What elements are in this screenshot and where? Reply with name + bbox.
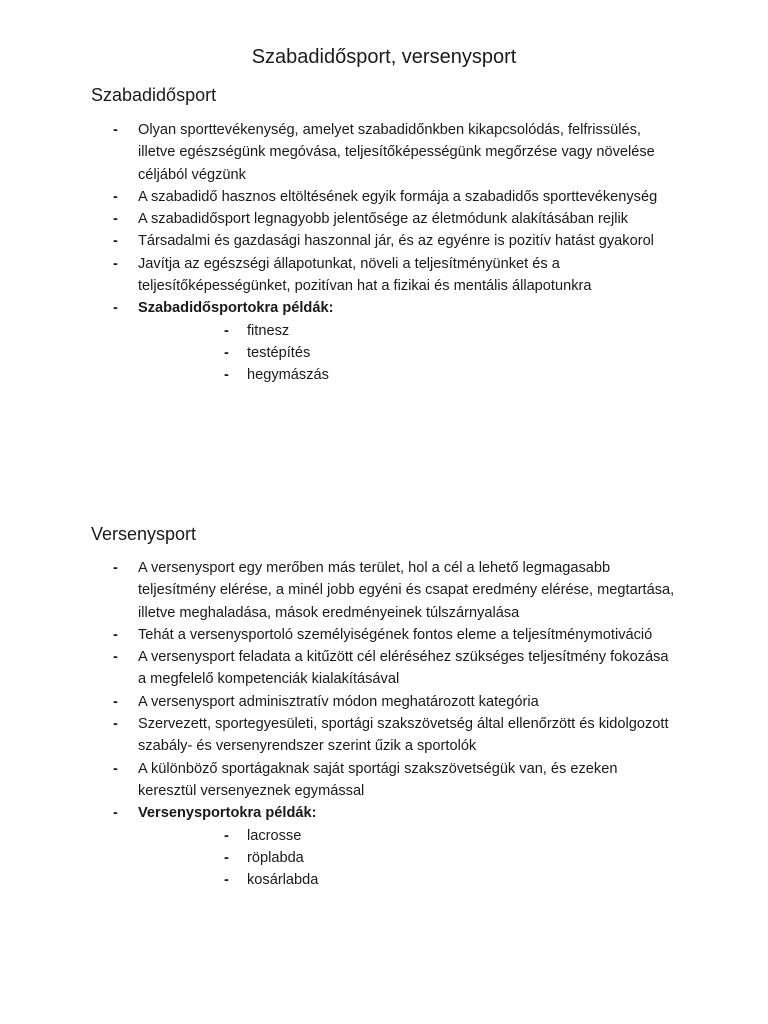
examples-label-item — [0, 802, 768, 824]
bullet-dash: - — [224, 827, 229, 844]
list-item — [0, 119, 768, 186]
list-item-text: A szabadidősport legnagyobb jelentősége az életmódunk alakításában rejlik — [138, 211, 629, 228]
example-item — [0, 847, 768, 869]
bullet-dash: - — [113, 300, 118, 317]
section-heading-competitive: Versenysport — [91, 524, 197, 544]
list-item — [0, 713, 768, 758]
bullet-dash: - — [224, 367, 229, 384]
example-item — [0, 869, 768, 891]
list-item — [0, 691, 768, 713]
bullet-dash: - — [113, 255, 118, 272]
bullet-dash: - — [113, 693, 118, 710]
bullet-dash: - — [113, 626, 118, 643]
bullet-dash: - — [113, 760, 118, 777]
example-item — [0, 342, 768, 364]
list-item-text: A különböző sportágaknak saját sportági szakszövetségük van, és ezeken keresztül versenyeznek egymással — [138, 760, 618, 799]
list-item-text: Szervezett, sportegyesületi, sportági szakszövetség által ellenőrzött és kidolgozott szabály- és versenyrendszer szerint űzik a sportolók — [138, 716, 669, 755]
list-item — [0, 186, 768, 208]
list-item — [0, 758, 768, 803]
bullet-dash: - — [113, 122, 118, 138]
example-item — [0, 364, 768, 386]
bullet-dash: - — [113, 188, 118, 205]
bullet-dash: - — [113, 560, 118, 576]
example-text: testépítés — [247, 344, 311, 361]
list-item-text: A versenysport egy merőben más terület, hol a cél a lehető legmagasabb teljesítmény elérése, a minél jobb egyéni és csapat eredmény elérése, megtartása, illetve meghaladása, mások eredményeinek túlszárnyalása — [138, 560, 675, 621]
list-item — [0, 253, 768, 298]
example-text: röplabda — [247, 849, 304, 866]
bullet-dash: - — [113, 233, 118, 250]
list-item — [0, 208, 768, 230]
competitive-bullet-list — [0, 557, 768, 891]
examples-label: Versenysportokra példák: — [138, 805, 317, 822]
list-item — [0, 230, 768, 252]
list-item — [0, 557, 768, 624]
list-item-text: Társadalmi és gazdasági haszonnal jár, és az egyénre is pozitív hatást gyakorol — [138, 233, 654, 250]
list-item-text: A versenysport feladata a kitűzött cél eléréséhez szükséges teljesítmény fokozása a megfelelő kompetenciák kialakításával — [138, 649, 669, 688]
list-item-text: A szabadidő hasznos eltöltésének egyik formája a szabadidős sporttevékenység — [138, 188, 658, 205]
example-text: lacrosse — [247, 827, 302, 844]
list-item-text: Tehát a versenysportoló személyiségének fontos eleme a teljesítménymotiváció — [138, 626, 653, 643]
bullet-dash: - — [224, 872, 229, 889]
section-heading-leisure: Szabadidősport — [91, 85, 217, 105]
bullet-dash: - — [224, 344, 229, 361]
document-title: Szabadidősport, versenysport — [251, 46, 517, 68]
list-item — [0, 646, 768, 691]
bullet-dash: - — [113, 805, 118, 822]
examples-label: Szabadidősportokra példák: — [138, 300, 334, 317]
bullet-dash: - — [224, 849, 229, 866]
example-text: hegymászás — [247, 367, 329, 384]
list-item-text: Javítja az egészségi állapotunkat, növeli a teljesítményünket és a teljesítőképességünket, pozitívan hat a fizikai és mentális állapotunkra — [138, 255, 592, 295]
example-item — [0, 320, 768, 342]
bullet-dash: - — [113, 716, 118, 733]
example-item — [0, 825, 768, 847]
bullet-dash: - — [113, 211, 118, 228]
list-item-text: Olyan sporttevékenység, amelyet szabadidőnkben kikapcsolódás, felfrissülés, illetve egészségünk megóvása, teljesítőképességünk megőrzése vagy növelése céljából végzünk — [138, 122, 655, 183]
examples-label-item — [0, 297, 768, 319]
bullet-dash: - — [113, 649, 118, 666]
list-item-text: A versenysport adminisztratív módon meghatározott kategória — [138, 693, 539, 710]
leisure-bullet-list — [0, 119, 768, 387]
bullet-dash: - — [224, 322, 229, 339]
list-item — [0, 624, 768, 646]
example-text: kosárlabda — [247, 872, 319, 889]
example-text: fitnesz — [247, 322, 290, 339]
